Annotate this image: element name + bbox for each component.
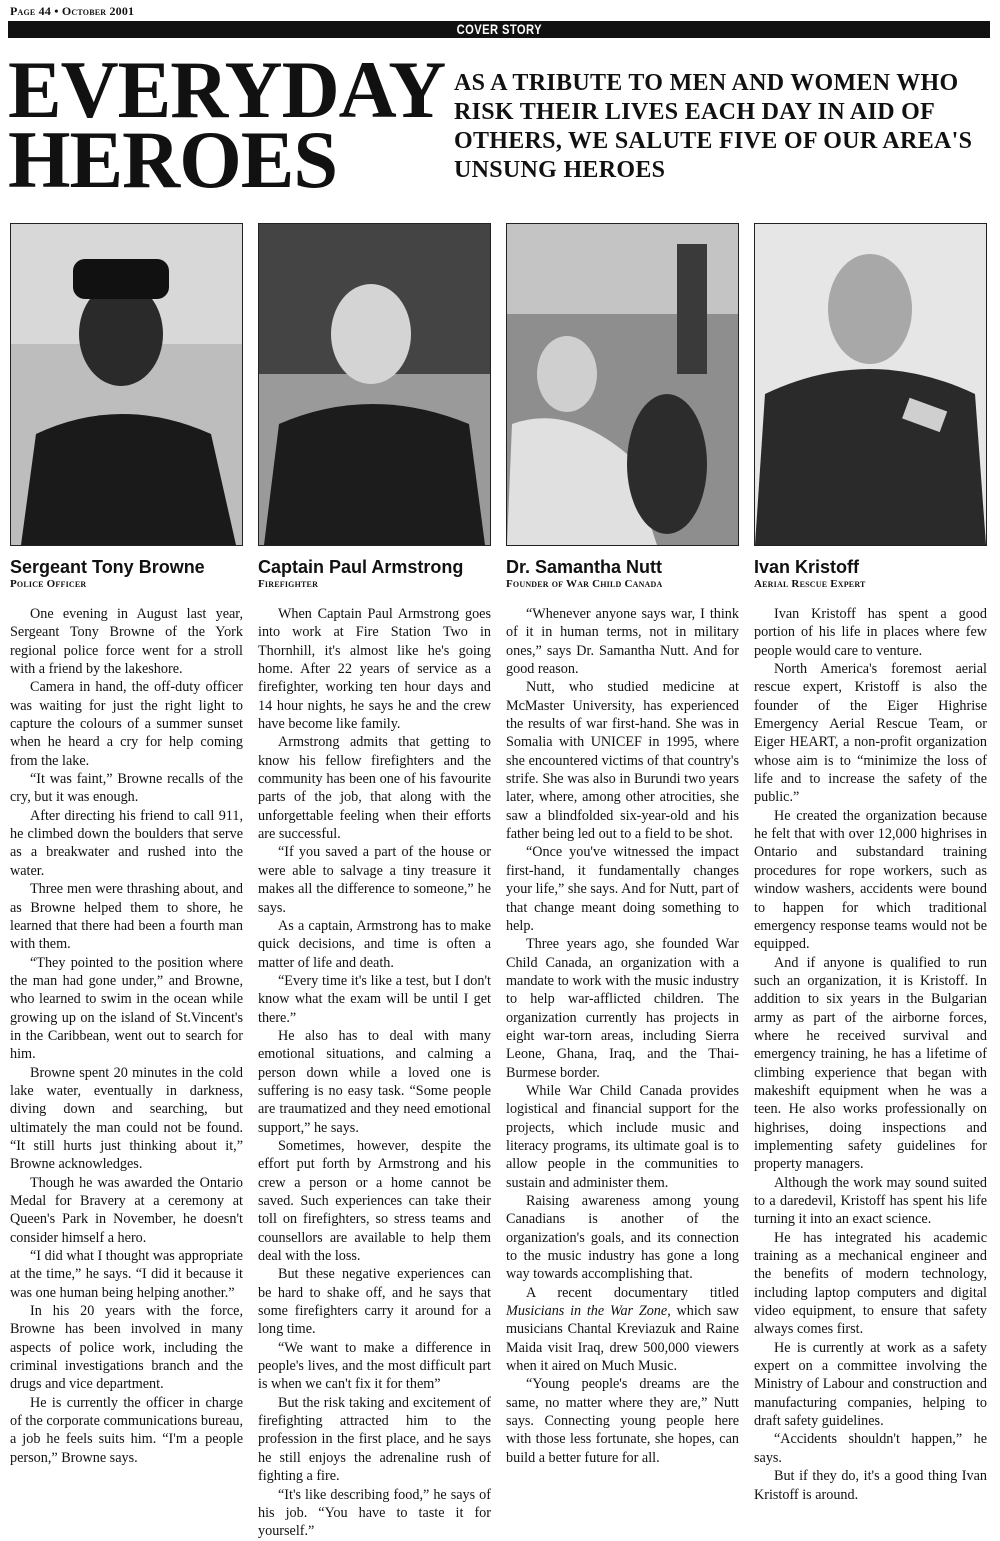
article-paragraph: “They pointed to the position where the man had gone under,” and Browne, who learned to swim in the ocean while growing up on the island of St.Vincent's in the Caribbean, went out to search for him. bbox=[10, 954, 243, 1063]
headline-line-2: HEROES bbox=[8, 114, 338, 205]
article-paragraph: Nutt, who studied medicine at McMaster University, has experienced the results of war first-hand. She was in Somalia with UNICEF in 1995, where she encountered victims of that country's strife. She was also in Burundi two years later, where, among other atrocities, she saw a blindfolded six-year-old and his father being led out to a field to be shot. bbox=[506, 679, 739, 843]
article-paragraph: He also has to deal with many emotional situations, and calming a person down while a loved one is suffering is no easy task. “Some people are traumatized and they need emotional support,” he says. bbox=[258, 1027, 491, 1136]
paragraph-text: A recent documentary titled bbox=[526, 1284, 739, 1301]
article-paragraph: Armstrong admits that getting to know his fellow firefighters and the community has been one of his favourite parts of the job, that along with the unforgettable feeling when their efforts are successful. bbox=[258, 734, 491, 843]
page-folio: Page 44 • October 2001 bbox=[10, 4, 135, 18]
article-paragraph: “We want to make a difference in people's lives, and the most difficult part is when we can't fix it for them” bbox=[258, 1339, 491, 1393]
photo-firefighter bbox=[258, 223, 491, 546]
article-paragraph: Sometimes, however, despite the effort put forth by Armstrong and his crew a person or a home cannot be saved. Such experiences can take their toll on firefighters, so stress teams and counsellors are available to help them deal with the loss. bbox=[258, 1137, 491, 1265]
article-paragraph bbox=[506, 1284, 739, 1376]
article-paragraph: He has integrated his academic training as a mechanical engineer and the benefits of modern technology, including laptop computers and digital video equipment, to ensure that safety always comes first. bbox=[754, 1229, 987, 1338]
article-paragraph: Three years ago, she founded War Child Canada, an organization with a mandate to work with the music industry to help war-afflicted children. The organization currently has projects in eight war-torn areas, including Sierra Leone, Ghana, Iraq, and the Thai-Burmese border. bbox=[506, 936, 739, 1081]
profile-role: Founder of War Child Canada bbox=[506, 578, 663, 590]
article-paragraph: And if anyone is qualified to run such an organization, it is Kristoff. In addition to six years in the Bulgarian army as part of the airborne forces, where he received survival and emergency training, he has a lifetime of climbing experience that began with makeshift equipment when he was a teen. He also works professionally on highrises, doing inspections and implementing safety guidelines for property managers. bbox=[754, 954, 987, 1173]
profile-name: Ivan Kristoff bbox=[754, 557, 860, 577]
article-paragraph: “Young people's dreams are the same, no matter where they are,” Nutt says. Connecting young people here with those less fortunate, she hopes, can build a better future for all. bbox=[506, 1376, 739, 1466]
photo-samantha-nutt bbox=[506, 223, 739, 546]
article-paragraph: When Captain Paul Armstrong goes into work at Fire Station Two in Thornhill, it's almost like he's going home. After 22 years of service as a firefighter, working ten hour days and 14 hour nights, he says he and the crew have become like family. bbox=[258, 606, 491, 733]
profile-name: Sergeant Tony Browne bbox=[10, 557, 205, 577]
article-paragraph: Camera in hand, the off-duty officer was waiting for just the right light to capture the colours of a summer sunset when he heard a cry for help coming from the lake. bbox=[10, 679, 243, 769]
article-body bbox=[258, 605, 491, 1541]
article-paragraph: Ivan Kristoff has spent a good portion of his life in places where few people would care to venture. bbox=[754, 606, 987, 659]
photo-ivan-kristoff bbox=[754, 223, 987, 546]
article-paragraph: Browne spent 20 minutes in the cold lake water, eventually in darkness, diving down and searching, but ultimately the man could not be found. “It still hurts just thinking about it,” Browne acknowledges. bbox=[10, 1064, 243, 1173]
article-paragraph: “I did what I thought was appropriate at the time,” he says. “I did it because it was one human being helping another.” bbox=[10, 1248, 243, 1301]
article-paragraph: He created the organization because he felt that with over 12,000 highrises in Ontario and substandard training procedures for rope workers, such as window washers, accidents were bound to happen for which traditional emergency response teams would not be equipped. bbox=[754, 807, 987, 953]
profile-column-kristoff bbox=[754, 556, 987, 1504]
profile-name: Captain Paul Armstrong bbox=[258, 557, 464, 577]
article-paragraph: “Once you've witnessed the impact first-hand, it fundamentally changes your life,” she says. And for Nutt, part of that change meant doing something to help. bbox=[506, 844, 739, 934]
article-paragraph: But the risk taking and excitement of firefighting attracted him to the profession in the first place, and he says he still enjoys the adrenaline rush of fighting a fire. bbox=[258, 1394, 491, 1485]
article-paragraph: After directing his friend to call 911, he climbed down the boulders that serve as a breakwater and rushed into the water. bbox=[10, 807, 243, 879]
article-paragraph: In his 20 years with the force, Browne has been involved in many aspects of police work, including the criminal investigations branch and the drugs and vice department. bbox=[10, 1303, 243, 1393]
article-paragraph: “It was faint,” Browne recalls of the cry, but it was enough. bbox=[10, 771, 243, 806]
profile-column-browne bbox=[10, 556, 243, 1467]
article-paragraph: “Whenever anyone says war, I think of it in human terms, not in military ones,” says Dr. Samantha Nutt. And for good reason. bbox=[506, 606, 739, 678]
paragraph-text: , which saw musicians Chantal Kreviazuk and Raine Maida visit Iraq, drew 500,000 viewers when it aired on Much Music. bbox=[506, 1303, 739, 1375]
article-body bbox=[10, 605, 243, 1467]
article-paragraph: “Every time it's like a test, but I don't know what the exam will be until I get there.” bbox=[258, 972, 491, 1026]
profile-role: Firefighter bbox=[258, 578, 319, 590]
profile-role: Aerial Rescue Expert bbox=[754, 578, 866, 590]
profile-name: Dr. Samantha Nutt bbox=[506, 557, 663, 577]
article-paragraph: One evening in August last year, Sergeant Tony Browne of the York regional police force went for a stroll with a friend by the lakeshore. bbox=[10, 606, 243, 678]
headline bbox=[8, 44, 446, 205]
article-paragraph: Though he was awarded the Ontario Medal for Bravery at a ceremony at Queen's Park in November, he doesn't consider himself a hero. bbox=[10, 1174, 243, 1246]
italic-title: Musicians in the War Zone bbox=[506, 1303, 668, 1320]
article-paragraph: As a captain, Armstrong has to make quick decisions, and time is often a matter of life and death. bbox=[258, 917, 491, 971]
article-paragraph: Three men were thrashing about, and as Browne helped them to shore, he learned that there had been a fourth man with them. bbox=[10, 881, 243, 953]
article-paragraph: He is currently at work as a safety expert on a committee involving the Ministry of Labour and construction and manufacturing companies, helping to draft safety guidelines. bbox=[754, 1339, 987, 1430]
article-paragraph: Raising awareness among young Canadians is another of the organization's goals, and its connection to the music industry has gone a long way towards accomplishing that. bbox=[506, 1193, 739, 1283]
article-paragraph: He is currently the officer in charge of the corporate communications bureau, a job he feels suits him. “I'm a people person,” Browne says. bbox=[10, 1394, 243, 1466]
article-paragraph: North America's foremost aerial rescue expert, Kristoff is also the founder of the Eiger Highrise Emergency Aerial Rescue Team, or Eiger HEART, a non-profit organization whose aim is to “minimize the loss of life and to increase the safety of the public.” bbox=[754, 661, 987, 806]
article-paragraph: While War Child Canada provides logistical and financial support for the projects, which include music and literacy programs, its ultimate goal is to allow people in the communities to sustain and administer them. bbox=[506, 1082, 739, 1191]
article-paragraph: “If you saved a part of the house or were able to salvage a tiny treasure it makes all the difference to someone,” he says. bbox=[258, 844, 491, 916]
section-banner bbox=[8, 21, 990, 38]
article-paragraph: Although the work may sound suited to a daredevil, Kristoff has spent his life turning it into an exact science. bbox=[754, 1174, 987, 1228]
article-paragraph: But if they do, it's a good thing Ivan Kristoff is around. bbox=[754, 1468, 987, 1503]
article-body bbox=[506, 605, 739, 1467]
photo-police-officer bbox=[10, 223, 243, 546]
profile-column-armstrong bbox=[258, 556, 491, 1541]
deck-subheadline: AS A TRIBUTE TO MEN AND WOMEN WHO RISK THEIR LIVES EACH DAY IN AID OF OTHERS, WE SALUTE FIVE OF OUR AREA'S UNSUNG HEROES bbox=[454, 70, 973, 183]
article-body bbox=[754, 605, 987, 1504]
profile-role: Police Officer bbox=[10, 578, 87, 590]
article-paragraph: “Accidents shouldn't happen,” he says. bbox=[754, 1431, 987, 1466]
article-paragraph: “It's like describing food,” he says of his job. “You have to taste it for yourself.” bbox=[258, 1486, 491, 1540]
article-paragraph: But these negative experiences can be hard to shake off, and he says that some firefighters carry it around for a long time. bbox=[258, 1266, 491, 1338]
headline-line-1: EVERYDAY bbox=[8, 44, 446, 135]
section-label: COVER STORY bbox=[456, 21, 542, 37]
profile-column-nutt bbox=[506, 556, 739, 1467]
